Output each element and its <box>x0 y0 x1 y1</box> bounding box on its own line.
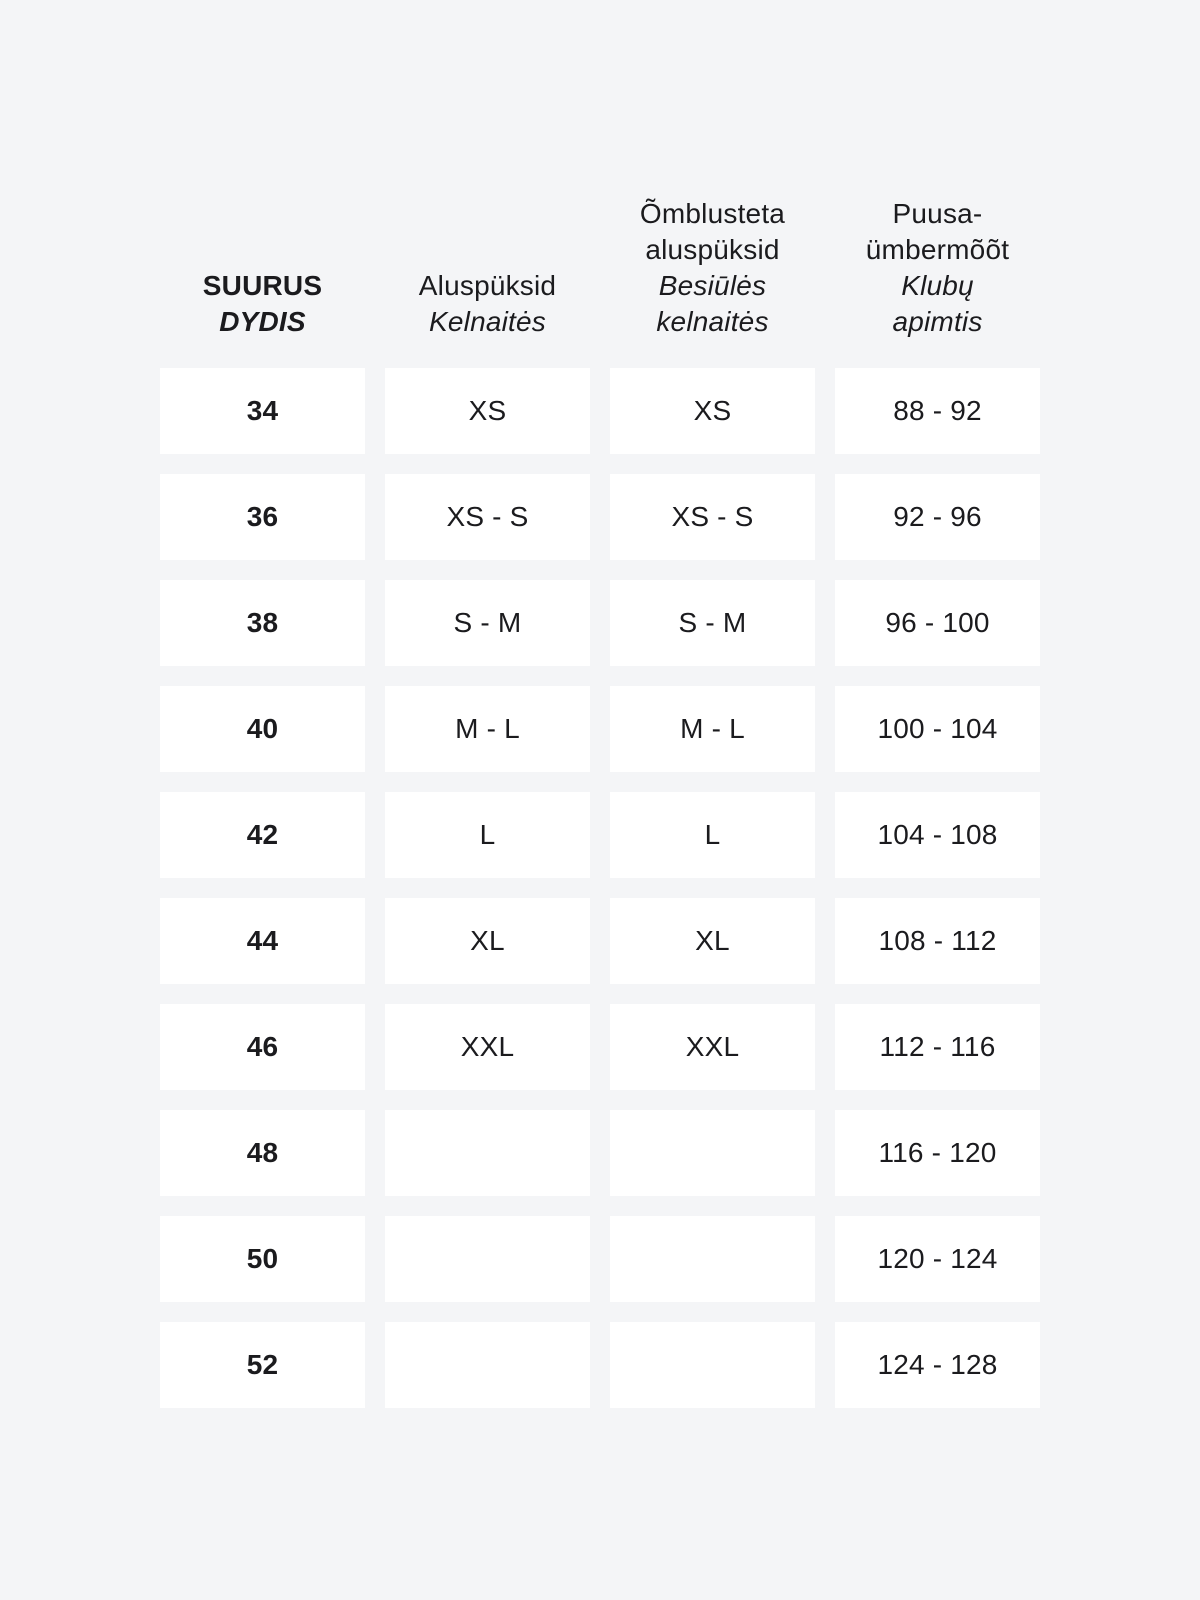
hip-cell: 104 - 108 <box>835 792 1040 878</box>
briefs-cell: S - M <box>385 580 590 666</box>
briefs-cell: M - L <box>385 686 590 772</box>
seamless-cell <box>610 1110 815 1196</box>
hip-cell: 120 - 124 <box>835 1216 1040 1302</box>
column-subtitle: Kelnaitės <box>429 306 546 337</box>
seamless-cell: XXL <box>610 1004 815 1090</box>
seamless-cell: M - L <box>610 686 815 772</box>
size-cell: 38 <box>160 580 365 666</box>
column-title: Aluspüksid <box>418 270 557 301</box>
hip-cell: 112 - 116 <box>835 1004 1040 1090</box>
column-subtitle: DYDIS <box>219 306 306 337</box>
hip-cell: 92 - 96 <box>835 474 1040 560</box>
size-cell: 44 <box>160 898 365 984</box>
seamless-cell: XL <box>610 898 815 984</box>
size-cell: 46 <box>160 1004 365 1090</box>
briefs-cell: L <box>385 792 590 878</box>
column-title: ümbermõõt <box>865 234 1010 265</box>
size-cell: 52 <box>160 1322 365 1408</box>
briefs-cell <box>385 1110 590 1196</box>
column-title: Puusa- <box>892 198 983 229</box>
size-cell: 42 <box>160 792 365 878</box>
column-header-hip <box>835 196 1040 348</box>
column-subtitle: Klubų <box>901 270 974 301</box>
column-subtitle: kelnaitės <box>656 306 769 337</box>
briefs-cell <box>385 1322 590 1408</box>
hip-cell: 124 - 128 <box>835 1322 1040 1408</box>
hip-cell: 96 - 100 <box>835 580 1040 666</box>
column-title: aluspüksid <box>645 234 780 265</box>
briefs-cell: XXL <box>385 1004 590 1090</box>
briefs-cell: XL <box>385 898 590 984</box>
column-title: SUURUS <box>202 270 323 301</box>
size-cell: 40 <box>160 686 365 772</box>
briefs-cell: XS <box>385 368 590 454</box>
column-title: Õmblusteta <box>639 198 786 229</box>
seamless-cell: L <box>610 792 815 878</box>
column-header-briefs <box>385 196 590 348</box>
seamless-cell <box>610 1322 815 1408</box>
seamless-cell <box>610 1216 815 1302</box>
size-cell: 36 <box>160 474 365 560</box>
column-subtitle: apimtis <box>892 306 983 337</box>
column-header-seamless <box>610 196 815 348</box>
hip-cell: 88 - 92 <box>835 368 1040 454</box>
hip-cell: 108 - 112 <box>835 898 1040 984</box>
column-subtitle: Besiūlės <box>658 270 767 301</box>
column-header-size <box>160 196 365 348</box>
seamless-cell: S - M <box>610 580 815 666</box>
briefs-cell: XS - S <box>385 474 590 560</box>
size-cell: 50 <box>160 1216 365 1302</box>
seamless-cell: XS - S <box>610 474 815 560</box>
size-cell: 34 <box>160 368 365 454</box>
hip-cell: 116 - 120 <box>835 1110 1040 1196</box>
briefs-cell <box>385 1216 590 1302</box>
size-cell: 48 <box>160 1110 365 1196</box>
seamless-cell: XS <box>610 368 815 454</box>
hip-cell: 100 - 104 <box>835 686 1040 772</box>
